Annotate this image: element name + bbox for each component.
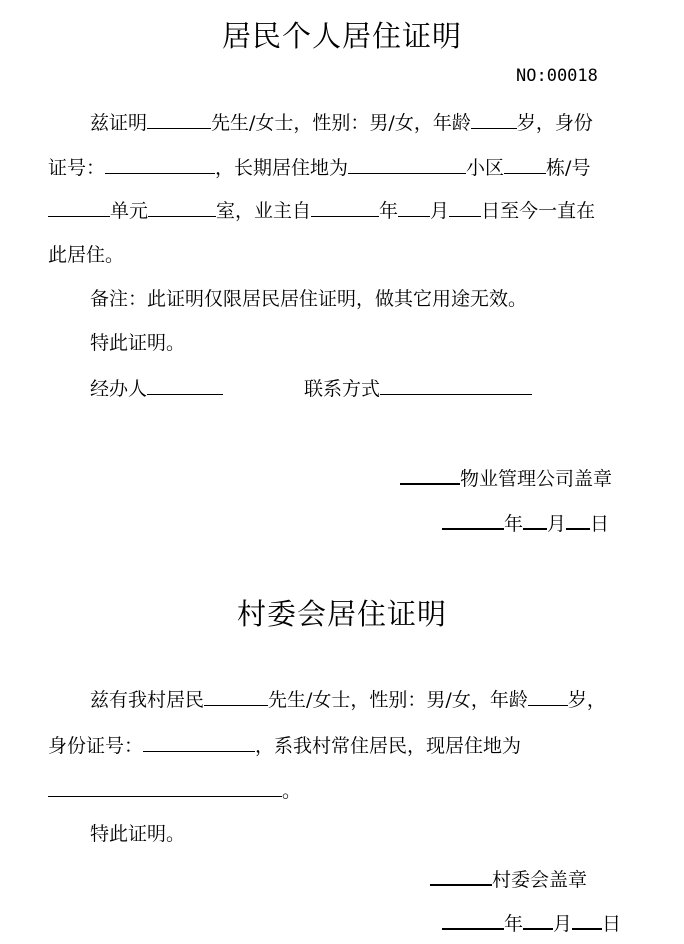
text: 联系方式: [304, 378, 381, 400]
blank-company: [400, 465, 460, 485]
text: 。: [282, 780, 302, 802]
doc2-line-2: [48, 733, 521, 758]
text: 栋/号: [546, 157, 591, 179]
blank-day: [449, 198, 481, 217]
text: 月: [547, 513, 567, 535]
blank-age: [528, 687, 568, 706]
text: 村委会盖章: [492, 869, 588, 891]
blank-year: [311, 198, 379, 217]
blank-building: [504, 155, 546, 174]
doc2-hereby: 特此证明。: [90, 823, 186, 845]
text: 小区: [466, 157, 505, 179]
doc1-date: [442, 510, 609, 536]
blank-id-number: [105, 155, 215, 174]
text: 岁，身份: [516, 112, 593, 134]
text: 日: [590, 513, 610, 535]
text: 兹证明: [90, 112, 148, 134]
doc2-line-3: [48, 778, 301, 803]
text: 岁，: [567, 689, 606, 711]
text: 物业管理公司盖章: [460, 468, 613, 490]
doc1-line-1: [90, 110, 593, 135]
blank-date-year: [442, 510, 504, 530]
doc1-line-3: [48, 198, 595, 223]
text: 先生/女士，性别：男/女，年龄: [268, 689, 528, 711]
text: 年: [379, 200, 399, 222]
blank-room: [148, 198, 216, 217]
blank-contact: [380, 376, 532, 395]
text: 月: [553, 913, 573, 935]
text: 先生/女士，性别：男/女，年龄: [211, 112, 471, 134]
blank-address: [348, 155, 466, 174]
blank-handler: [147, 376, 223, 395]
text: 单元: [110, 200, 149, 222]
blank-date-month: [523, 910, 553, 930]
text: 身份证号：: [48, 735, 144, 757]
blank-date-day: [572, 910, 602, 930]
blank-id-number: [143, 733, 255, 752]
doc2-stamp: [430, 866, 587, 892]
text: 经办人: [90, 378, 148, 400]
text: 日: [602, 913, 622, 935]
blank-date-month: [523, 510, 547, 530]
doc1-note: 备注：此证明仅限居民居住证明，做其它用途无效。: [90, 288, 528, 310]
doc1-title: 居民个人居住证明: [221, 19, 462, 53]
blank-age: [471, 110, 517, 129]
blank-name: [204, 687, 268, 706]
blank-village: [430, 866, 492, 886]
text: ，长期居住地为: [215, 157, 349, 179]
blank-name: [147, 110, 211, 129]
text: 月: [430, 200, 450, 222]
doc1-handler: [90, 376, 223, 401]
blank-month: [398, 198, 430, 217]
doc1-line-2: [48, 155, 590, 180]
doc1-contact: [304, 376, 532, 401]
blank-date-year: [442, 910, 504, 930]
blank-date-day: [566, 510, 590, 530]
doc1-hereby: 特此证明。: [90, 332, 186, 354]
blank-address: [48, 778, 282, 797]
doc2-title: 村委会居住证明: [236, 597, 447, 631]
doc2-date: [442, 910, 621, 936]
text: 证号：: [48, 157, 106, 179]
text: 室，业主自: [216, 200, 312, 222]
doc1-number: NO:00018: [516, 66, 598, 86]
text: 年: [504, 513, 524, 535]
text: 日至今一直在: [481, 200, 596, 222]
text: 兹有我村居民: [90, 689, 205, 711]
doc2-line-1: [90, 687, 606, 712]
blank-unit: [48, 198, 110, 217]
doc1-stamp: [400, 465, 612, 491]
text: ，系我村常住居民，现居住地为: [255, 735, 522, 757]
doc1-line-4: 此居住。: [48, 244, 125, 266]
text: 年: [504, 913, 524, 935]
